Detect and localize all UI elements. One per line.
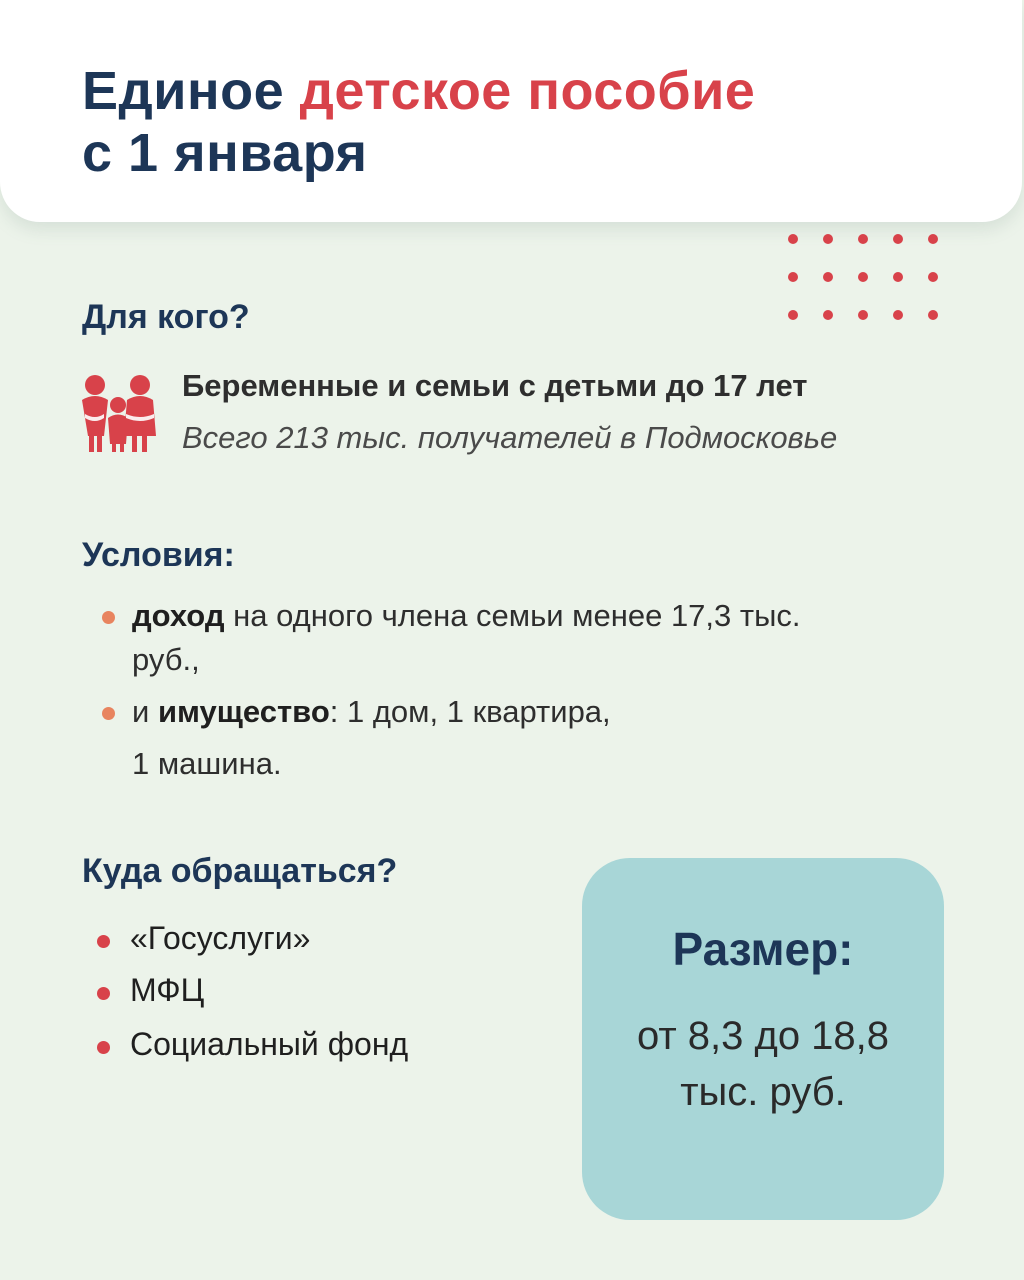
title-accent: детское пособие: [299, 61, 756, 121]
size-title: Размер:: [672, 923, 854, 975]
condition-income-text: на одного члена семьи менее 17,3 тыс. руб.,: [132, 598, 801, 677]
size-value: [582, 1008, 944, 1120]
size-value-line2: тыс. руб.: [680, 1070, 846, 1114]
condition-income: [132, 594, 822, 682]
condition-property-line2: 1 машина.: [132, 746, 282, 781]
who-heading: Для кого?: [82, 298, 250, 336]
title-line2: с 1 января: [82, 123, 368, 183]
bullet-dot: [97, 935, 110, 948]
who-main-text: Беременные и семьи с детьми до 17 лет: [182, 368, 808, 403]
header-card: [0, 0, 1022, 222]
where-item-gosuslugi: «Госуслуги»: [130, 920, 311, 956]
conditions-heading: Условия:: [82, 536, 235, 574]
where-heading: Куда обращаться?: [82, 852, 398, 890]
dot-grid-decoration: [788, 234, 953, 334]
bullet-dot: [102, 707, 115, 720]
condition-property-text: : 1 дом, 1 квартира,: [329, 694, 611, 729]
family-icon: [80, 374, 158, 454]
bullet-dot: [97, 1041, 110, 1054]
where-item-social-fund: Социальный фонд: [130, 1026, 409, 1062]
condition-income-bold: доход: [132, 598, 225, 633]
who-sub-text: Всего 213 тыс. получателей в Подмосковье: [182, 420, 838, 455]
condition-property-bold: имущество: [157, 694, 330, 729]
title-part1: Единое: [82, 61, 300, 121]
size-card: [582, 858, 944, 1220]
page-title: [82, 60, 755, 184]
condition-property-pre: и: [132, 694, 158, 729]
where-item-mfc: МФЦ: [130, 972, 205, 1008]
bullet-dot: [102, 611, 115, 624]
condition-property: [132, 690, 832, 734]
size-value-line1: от 8,3 до 18,8: [636, 1014, 890, 1058]
bullet-dot: [97, 987, 110, 1000]
